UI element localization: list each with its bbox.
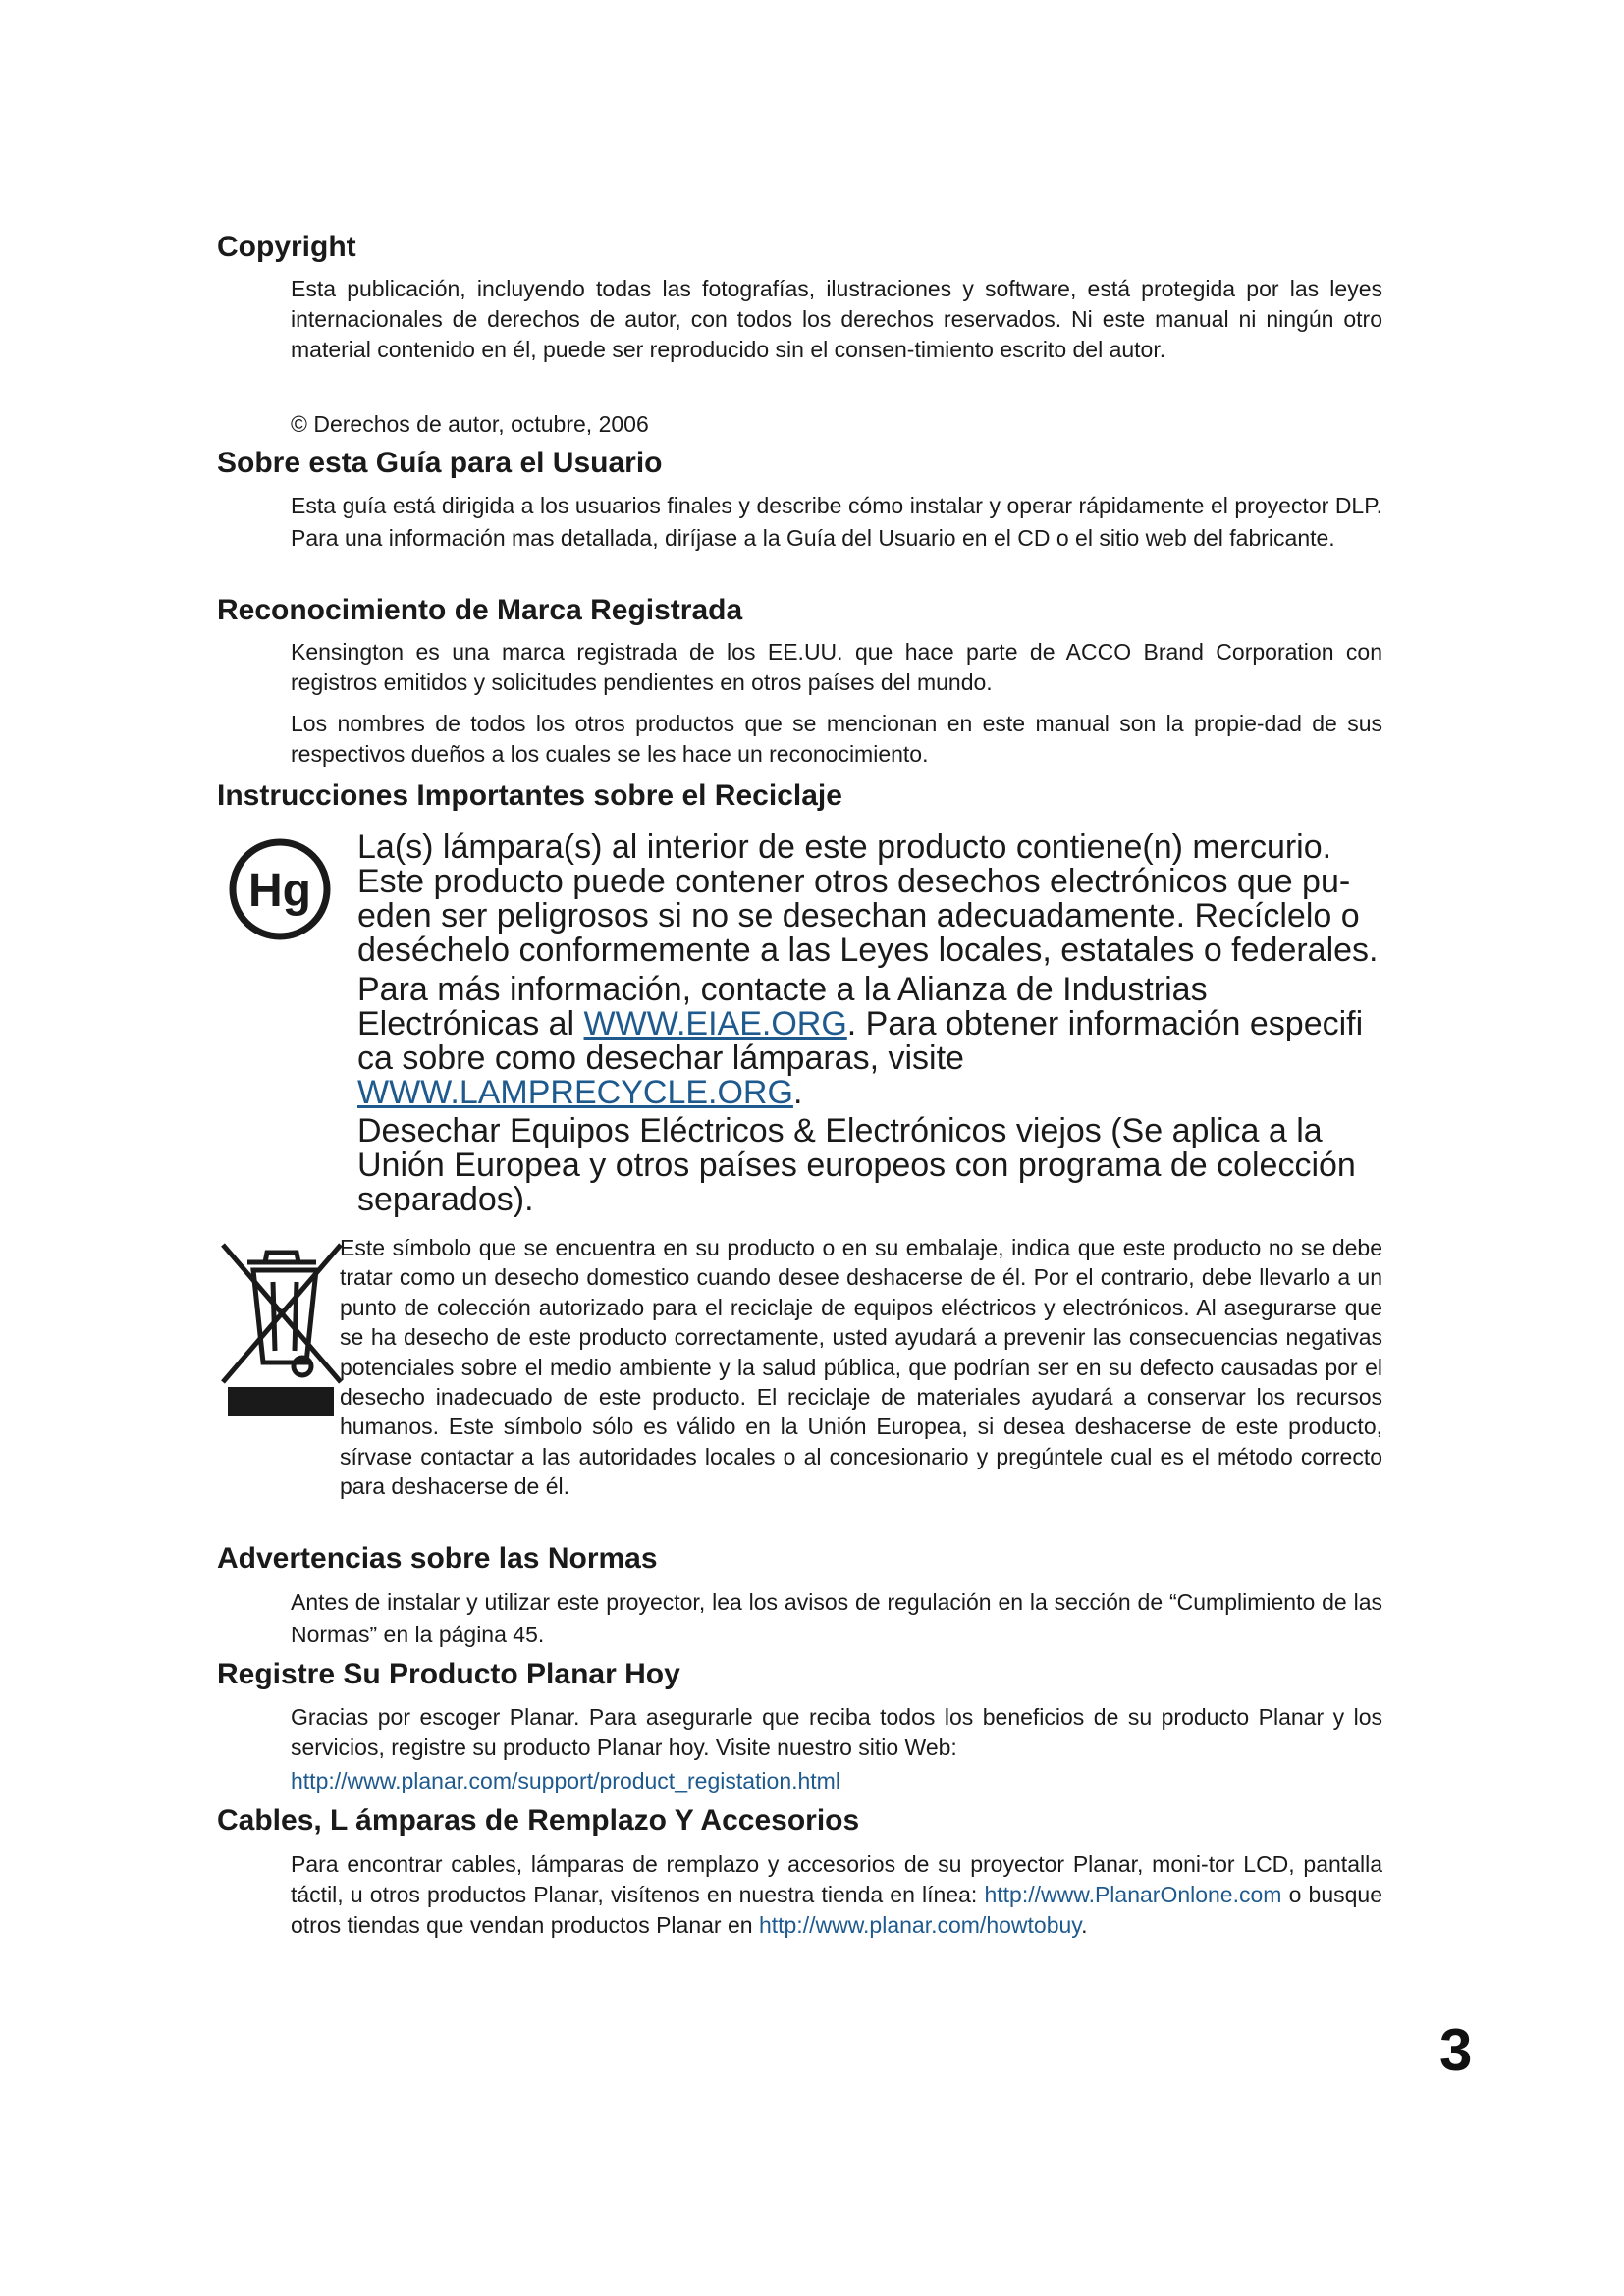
mercury-paragraph: La(s) lámpara(s) al interior de este producto contiene(n) mercurio. Este producto puede contener otros desechos electrónicos que pu-eden ser peligrosos si no se desechan adecuadamente. Recíclelo o deséchelo conformemente a las Leyes locales, estatales o federales. [357,828,1379,969]
copyright-paragraph: Esta publicación, incluyendo todas las fotografías, ilustraciones y software, está protegida por las leyes internacionales de derechos de autor, con todos los derechos reservados. Ni este manual ni ningún otro material contenido en él, puede ser reproducido sin el consen-timiento escrito del autor. [291,276,1382,362]
more-info-text-3: . [792,1074,803,1111]
norms-paragraph: Antes de instalar y utilizar este proyector, lea los avisos de regulación en la sección de “Cumplimiento de las Normas” en la página 45. [291,1589,1382,1647]
more-info-paragraph [357,973,1398,1110]
cables-text-3: . [1081,1912,1088,1938]
trademark-heading: Reconocimiento de Marca Registrada [217,594,743,626]
cables-text-1: Para encontrar cables, lámparas de remplazo y accesorios de su proyector Planar, moni-tor LCD, pantalla táctil, u otros productos Planar, visítenos en nuestra tienda en línea: [291,1851,1382,1907]
copyright-heading: Copyright [217,231,356,263]
hg-symbol-text: Hg [248,865,311,917]
register-link-line [291,1766,1382,1796]
cables-heading: Cables, L ámparas de Remplazo Y Accesorios [217,1804,860,1837]
norms-heading: Advertencias sobre las Normas [217,1542,658,1575]
weee-disposal-paragraph: Desechar Equipos Eléctricos & Electrónicos viejos (Se aplica a la Unión Europea y otros países europeos con programa de colección separados). [357,1112,1356,1218]
howtobuy-link[interactable]: http://www.planar.com/howtobuy [758,1912,1082,1938]
registration-link[interactable]: http://www.planar.com/support/product_registation.html [291,1768,840,1793]
more-info-text-1: Para más información, contacte a la Alianza de Industrias Electrónicas al [357,971,1208,1042]
recycling-heading: Instrucciones Importantes sobre el Reciclaje [217,779,842,812]
page-number: 3 [1439,2017,1473,2083]
lamprecycle-link[interactable]: WWW.LAMPRECYCLE.ORG [357,1074,793,1111]
register-heading: Registre Su Producto Planar Hoy [217,1658,680,1690]
copyright-date: © Derechos de autor, octubre, 2006 [291,411,649,437]
guide-heading: Sobre esta Guía para el Usuario [217,447,663,479]
crossed-out-wheelie-bin-icon [218,1235,346,1421]
mercury-hg-icon [226,835,334,943]
guide-paragraph: Esta guía está dirigida a los usuarios finales y describe cómo instalar y operar rápidamente el proyector DLP. Para una información mas detallada, diríjase a la Guía del Usuario en el CD o el sitio web del fabricante. [291,493,1382,551]
more-info-text-2: . Para obtener información especifi ca sobre como desechar lámparas, visite [357,1005,1364,1077]
eiae-link[interactable]: WWW.EIAE.ORG [583,1005,847,1042]
weee-symbol-paragraph: Este símbolo que se encuentra en su producto o en su embalaje, indica que este producto no se debe tratar como un desecho domestico cuando desee deshacerse de él. Por el contrario, debe llevarlo a un punto de colección autorizado para el reciclaje de equipos eléctricos y electrónicos. Al asegurarse que se ha desecho de este producto correctamente, usted ayudará a prevenir las consecuencias negativas potenciales sobre el medio ambiente y la salud pública, que podrían ser en su defecto causadas por el desecho inadecuado de este producto. El reciclaje de materiales ayudará a conservar los recursos humanos. Este símbolo sólo es válido en la Unión Europea, si desea deshacerse de este producto, sírvase contactar a las autoridades locales o al concesionario y pregúntele cual es el método correcto para deshacerse de él. [340,1235,1382,1500]
register-paragraph: Gracias por escoger Planar. Para asegurarle que reciba todos los beneficios de su producto Planar y los servicios, registre su producto Planar hoy. Visite nuestro sitio Web: [291,1704,1382,1760]
cables-text-2: o busque otros tiendas que vendan productos Planar en [291,1882,1383,1938]
planaronlone-link[interactable]: http://www.PlanarOnlone.com [984,1882,1282,1907]
cables-paragraph [291,1849,1382,1941]
trademark-paragraph-2: Los nombres de todos los otros productos que se mencionan en este manual son la propie-dad de sus respectivos dueños a los cuales se les hace un reconocimiento. [291,711,1382,767]
trademark-paragraph-1: Kensington es una marca registrada de los EE.UU. que hace parte de ACCO Brand Corporation con registros emitidos y solicitudes pendientes en otros países del mundo. [291,639,1382,695]
